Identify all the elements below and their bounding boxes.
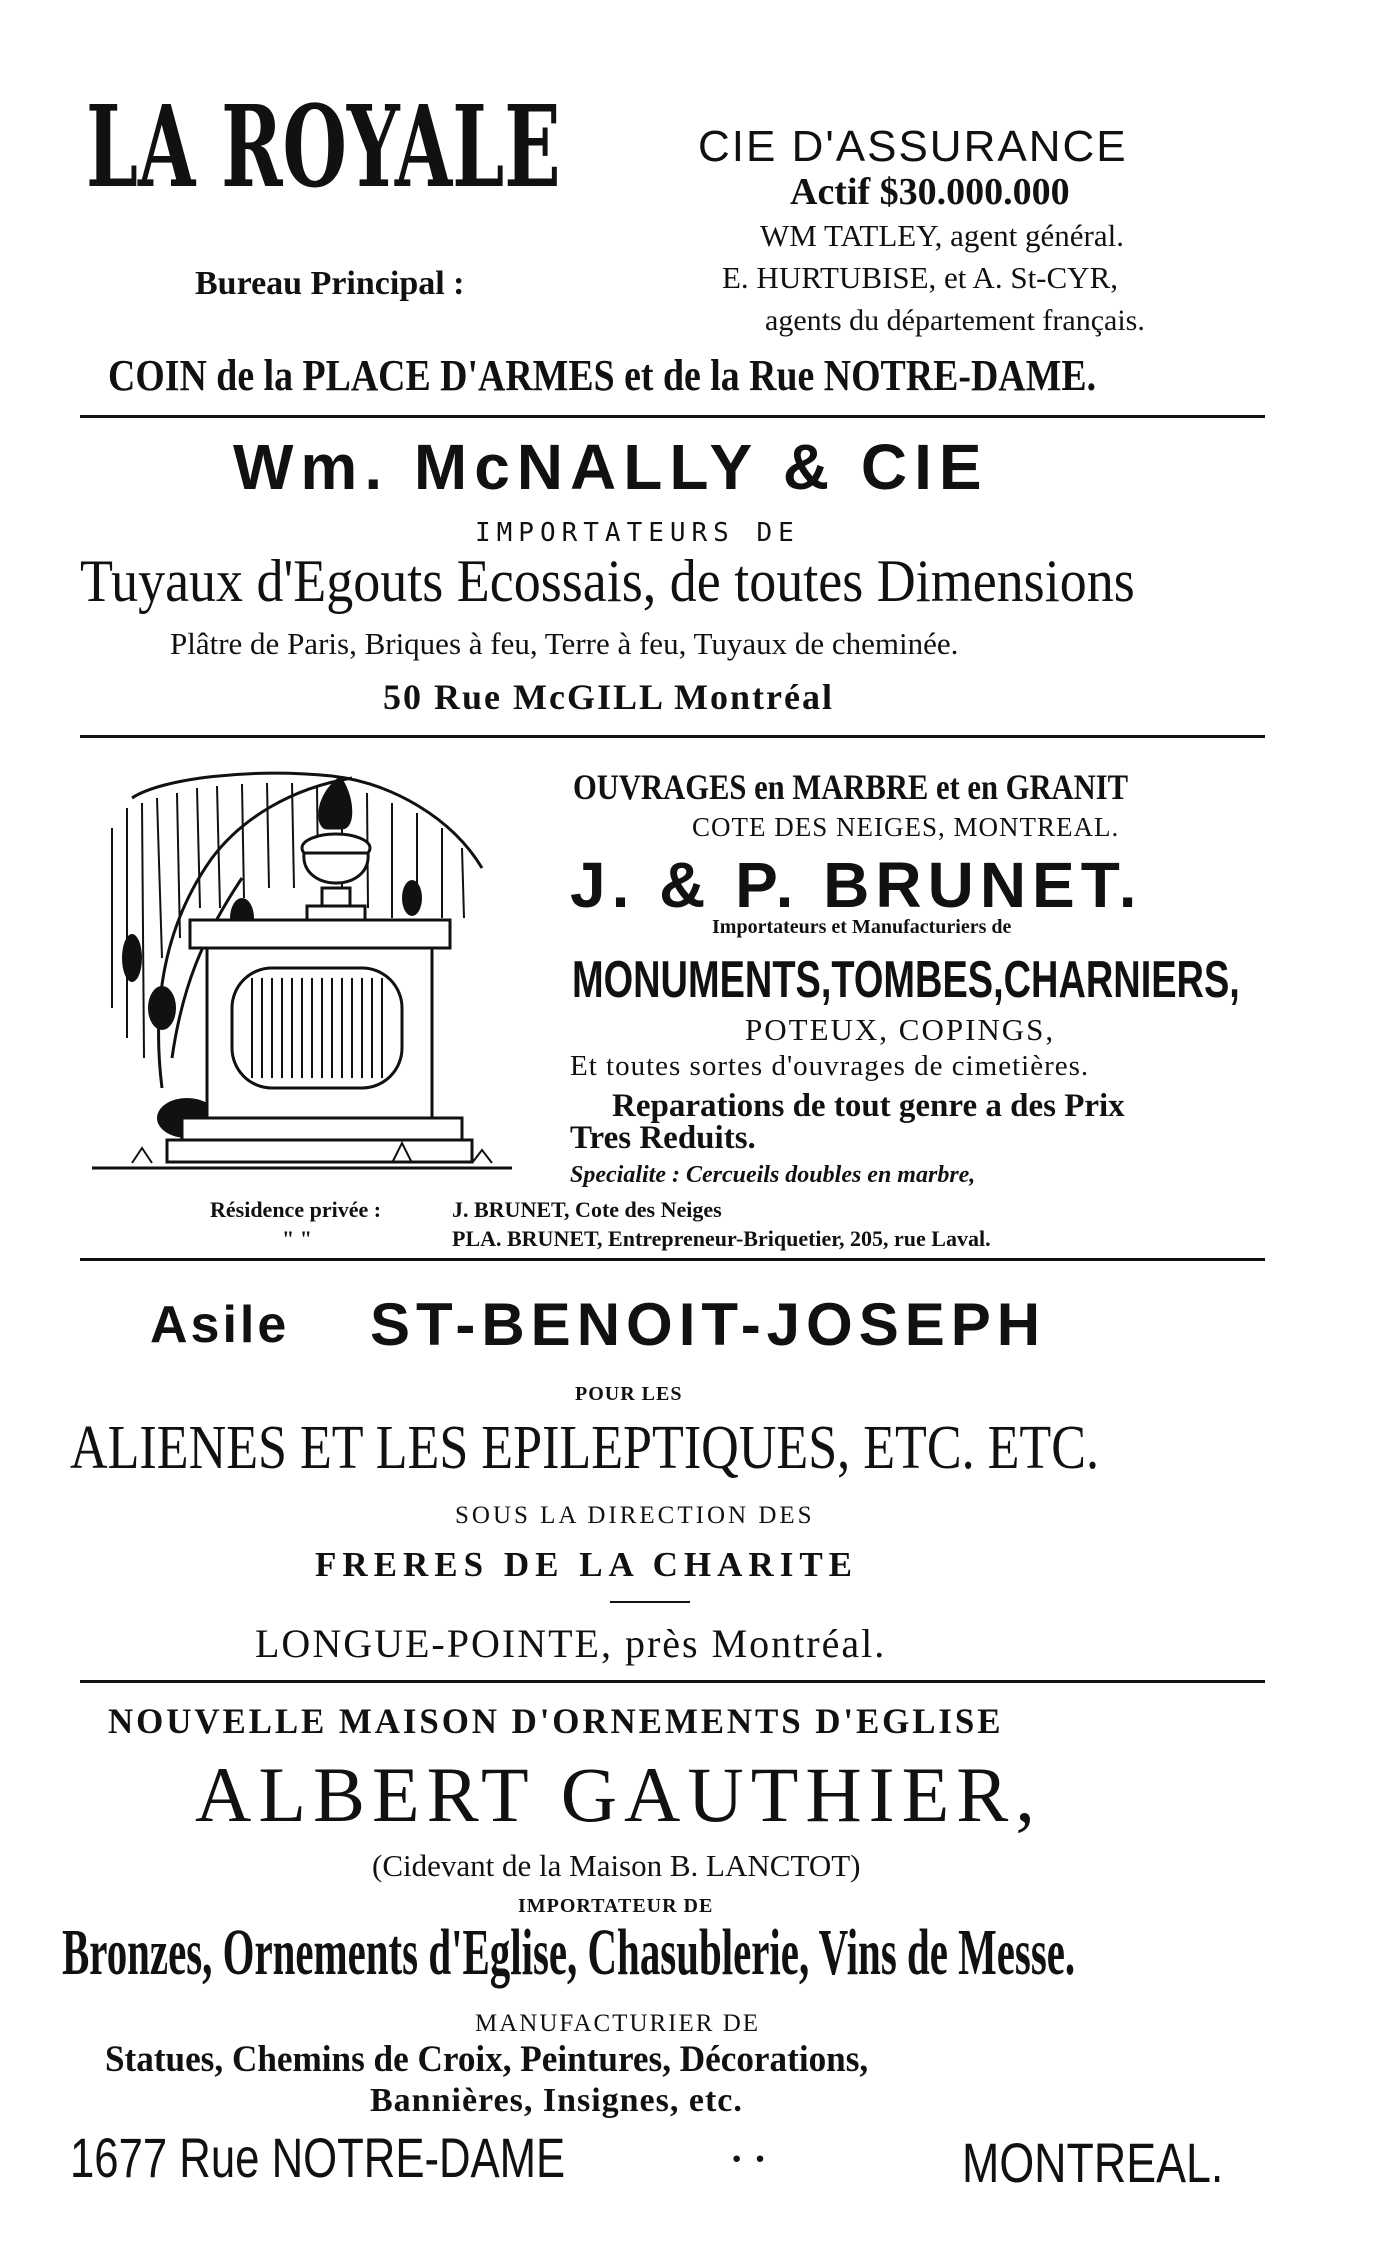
asile-short-rule [610, 1601, 690, 1603]
brunet-importers: Importateurs et Manufacturiers de [712, 916, 1012, 938]
brunet-posts: POTEUX, COPINGS, [745, 1012, 1056, 1047]
royale-bureau: Bureau Principal : [195, 265, 465, 302]
brunet-location: COTE DES NEIGES, MONTREAL. [692, 812, 1120, 842]
brunet-residence-label: Résidence privée : [210, 1197, 382, 1222]
brunet-speciality: Specialite : Cercueils doubles en marbre, [570, 1162, 976, 1188]
brunet-works: OUVRAGES en MARBRE et en GRANIT [573, 767, 1129, 807]
asile-prefix: Asile [150, 1296, 290, 1354]
royale-agent: WM TATLEY, agent général. [760, 218, 1124, 253]
gauthier-name: ALBERT GAUTHIER, [195, 1751, 1042, 1838]
royale-company: CIE D'ASSURANCE [698, 122, 1128, 171]
asile-brothers: FRERES DE LA CHARITE [315, 1545, 859, 1584]
asile-for: POUR LES [575, 1383, 683, 1405]
royale-name: LA ROYALE [86, 82, 561, 213]
brunet-residence-1: J. BRUNET, Cote des Neiges [452, 1197, 722, 1222]
mcnally-importers: IMPORTATEURS DE [475, 518, 800, 548]
asile-name: ST-BENOIT-JOSEPH [370, 1291, 1047, 1358]
gauthier-headline: NOUVELLE MAISON D'ORNEMENTS D'EGLISE [108, 1701, 1004, 1741]
mcnally-address: 50 Rue McGILL Montréal [383, 677, 834, 717]
divider-3 [80, 1258, 1265, 1261]
mcnally-name: Wm. McNALLY & CIE [233, 431, 989, 503]
gauthier-city: MONTREAL. [962, 2131, 1224, 2194]
gauthier-formerly: (Cidevant de la Maison B. LANCTOT) [372, 1848, 861, 1883]
brunet-products: MONUMENTS,TOMBES,CHARNIERS, [572, 951, 1240, 1009]
brunet-name: J. & P. BRUNET. [570, 849, 1143, 921]
brunet-residence-2: PLA. BRUNET, Entrepreneur-Briquetier, 205, rue Laval. [452, 1226, 991, 1251]
gauthier-dots: · · [730, 2136, 767, 2181]
monument-illustration [92, 758, 512, 1183]
divider-2 [80, 735, 1265, 738]
brunet-ditto: " " [282, 1226, 312, 1251]
gauthier-products: Bronzes, Ornements d'Eglise, Chasublerie, Vins de Messe. [62, 1916, 1076, 1989]
gauthier-manufactures-2: Bannières, Insignes, etc. [370, 2082, 743, 2119]
royale-actif: Actif $30.000.000 [790, 171, 1070, 213]
gauthier-manufactures: Statues, Chemins de Croix, Peintures, Décorations, [105, 2039, 869, 2080]
asile-direction: SOUS LA DIRECTION DES [455, 1502, 815, 1529]
mcnally-others: Plâtre de Paris, Briques à feu, Terre à feu, Tuyaux de cheminée. [170, 626, 959, 661]
divider-4 [80, 1680, 1265, 1683]
gauthier-manufacturer: MANUFACTURIER DE [475, 2010, 761, 2037]
mcnally-product: Tuyaux d'Egouts Ecossais, de toutes Dimensions [80, 548, 1135, 614]
gauthier-address: 1677 Rue NOTRE-DAME [70, 2126, 566, 2189]
asile-location: LONGUE-POINTE, près Montréal. [255, 1621, 887, 1666]
royale-address: COIN de la PLACE D'ARMES et de la Rue NOTRE-DAME. [108, 351, 1097, 400]
royale-agents-dept: agents du département français. [765, 304, 1145, 337]
gauthier-importer: IMPORTATEUR DE [518, 1895, 714, 1917]
asile-patients: ALIENES ET LES EPILEPTIQUES, ETC. ETC. [70, 1414, 1099, 1482]
brunet-others: Et toutes sortes d'ouvrages de cimetières. [570, 1050, 1090, 1082]
brunet-repairs: Reparations de tout genre a des Prix [612, 1088, 1125, 1124]
divider-1 [80, 415, 1265, 418]
royale-agents-names: E. HURTUBISE, et A. St-CYR, [722, 260, 1118, 295]
brunet-repairs-2: Tres Reduits. [570, 1120, 756, 1156]
